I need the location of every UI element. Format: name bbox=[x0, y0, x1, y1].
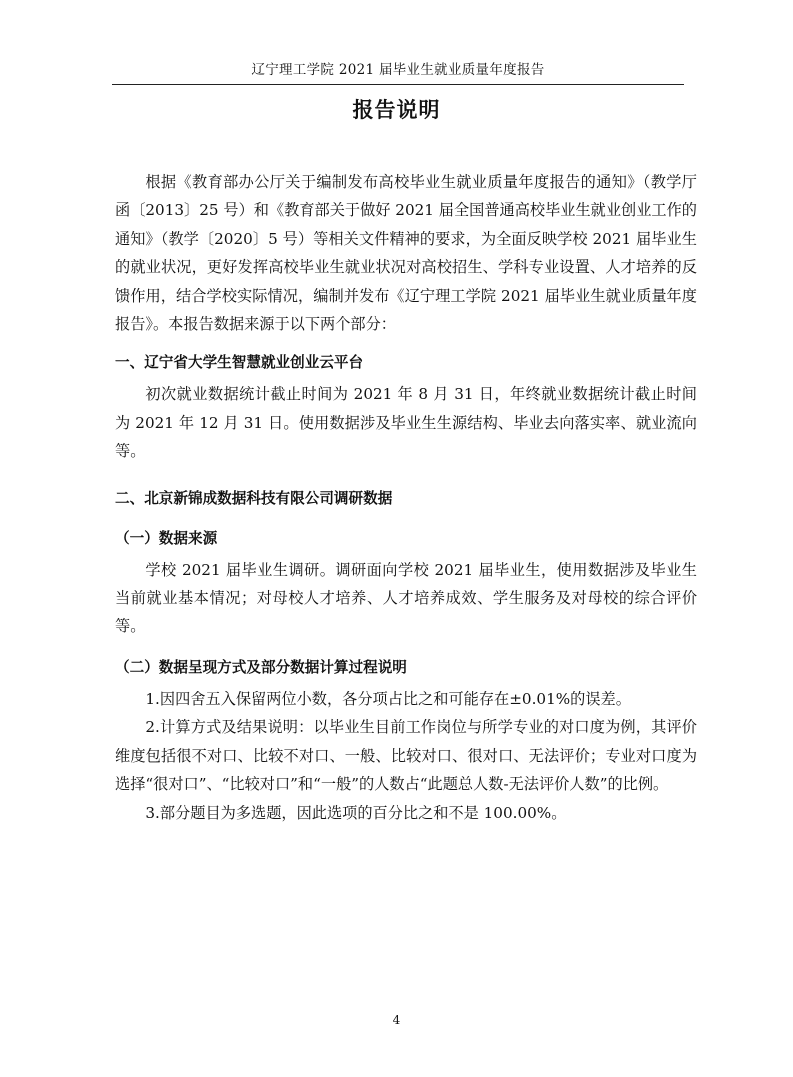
page-title: 报告说明 bbox=[352, 98, 441, 122]
document-body bbox=[115, 168, 697, 827]
intro-paragraph: 根据《教育部办公厅关于编制发布高校毕业生就业质量年度报告的通知》（教学厅函〔2013〕25 号）和《教育部关于做好 2021 届全国普通高校毕业生就业创业工作的通知》（教学〔2020〕5 号）等相关文件精神的要求，为全面反映学校 2021 届毕业生的就业状况，更好发挥高校毕业生就业状况对高校招生、学科专业设置、人才培养的反馈作用，结合学校实际情况，编制并发布《辽宁理工学院 2021 届毕业生就业质量年度报告》。本报告数据来源于以下两个部分： bbox=[115, 173, 697, 334]
section-1-paragraph: 初次就业数据统计截止时间为 2021 年 8 月 31 日，年终就业数据统计截止时间为 2021 年 12 月 31 日。使用数据涉及毕业生生源结构、毕业去向落实率、就业流向等。 bbox=[115, 385, 697, 461]
subsection-2-heading: （二）数据呈现方式及部分数据计算过程说明 bbox=[115, 658, 407, 676]
list-item: 1.因四舍五入保留两位小数，各分项占比之和可能存在±0.01%的误差。 bbox=[145, 689, 631, 708]
list-item: 3.部分题目为多选题，因此选项的百分比之和不是 100.00%。 bbox=[145, 803, 567, 822]
section-2-heading: 二、北京新锦成数据科技有限公司调研数据 bbox=[115, 489, 393, 507]
page-number: 4 bbox=[392, 1013, 401, 1027]
section-1-heading: 一、辽宁省大学生智慧就业创业云平台 bbox=[115, 354, 364, 372]
list-item: 2.计算方式及结果说明：以毕业生目前工作岗位与所学专业的对口度为例，其评价维度包括很不对口、比较不对口、一般、比较对口、很对口、无法评价；专业对口度为选择“很对口”、“比较对口”和“一般”的人数占“此题总人数-无法评价人数”的比例。 bbox=[115, 718, 697, 794]
running-header bbox=[112, 60, 684, 85]
subsection-1-paragraph: 学校 2021 届毕业生调研。调研面向学校 2021 届毕业生，使用数据涉及毕业生当前就业基本情况；对母校人才培养、人才培养成效、学生服务及对母校的综合评价等。 bbox=[115, 560, 697, 636]
header-text: 辽宁理工学院 2021 届毕业生就业质量年度报告 bbox=[251, 62, 545, 78]
subsection-1-heading: （一）数据来源 bbox=[115, 529, 218, 547]
